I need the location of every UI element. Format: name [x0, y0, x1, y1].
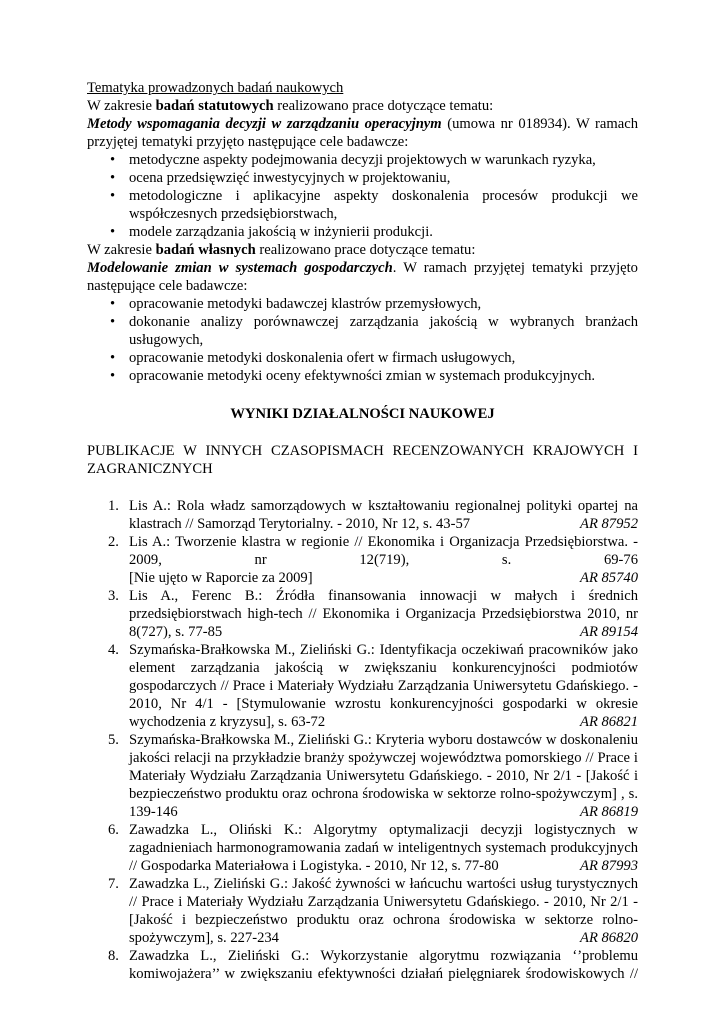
publication-ar-code: AR 85740: [580, 570, 638, 586]
publication-item: [87, 587, 638, 641]
own-title: Modelowanie zmian w systemach gospodarczych: [87, 260, 393, 276]
publication-text-end: 8(727), s. 77-85: [129, 624, 223, 640]
bullet-icon: •: [110, 152, 116, 168]
publications-heading: PUBLIKACJE W INNYCH CZASOPISMACH RECENZOWANYCH KRAJOWYCH I ZAGRANICZNYCH: [87, 443, 638, 477]
publication-ar-code: AR 86821: [580, 714, 638, 730]
list-item: • opracowanie metodyki oceny efektywności zmian w systemach produkcyjnych.: [110, 368, 596, 384]
publication-number: 8.: [108, 948, 119, 964]
list-item: • dokonanie analizy porównawczej zarządzania jakością w wybranych branżach usługowych,: [110, 314, 638, 348]
publication-text-end: [Nie ujęto w Raporcie za 2009]: [129, 570, 313, 586]
bullet-icon: •: [110, 170, 116, 186]
document-page: [87, 79, 638, 983]
publication-text-end: 139-146: [129, 804, 178, 820]
list-item: • opracowanie metodyki badawczej klastrów przemysłowych,: [110, 296, 482, 312]
statutory-intro-bold: badań statutowych: [155, 98, 274, 114]
publication-number: 6.: [108, 822, 119, 838]
own-after-title: . W ramach przyjętej tematyki przyjęto następujące cele badawcze:: [87, 260, 638, 294]
own-intro-pre: W zakresie: [87, 242, 156, 258]
publications-list: [87, 497, 638, 983]
statutory-topic: [87, 115, 638, 151]
statutory-after-title: (umowa nr 018934). W ramach przyjętej tematyki przyjęto następujące cele badawcze:: [87, 116, 638, 150]
list-item: • ocena przedsięwzięć inwestycyjnych w projektowaniu,: [110, 170, 451, 186]
own-intro-bold: badań własnych: [155, 242, 256, 258]
publication-text-end: wychodzenia z kryzysu], s. 63-72: [129, 714, 326, 730]
publication-number: 3.: [108, 588, 119, 604]
publication-number: 4.: [108, 642, 119, 658]
publication-text: Zawadzka L., Oliński K.: Algorytmy optymalizacji decyzji logistycznych w zagadnieniach harmonogramowania zadań w inteligentnych systemach produkcyjnych: [129, 822, 638, 856]
publication-ar-code: AR 87952: [580, 516, 638, 532]
publication-number: 1.: [108, 498, 119, 514]
statutory-title: Metody wspomagania decyzji w zarządzaniu operacyjnym: [87, 116, 442, 132]
publication-ar-code: AR 86819: [580, 804, 638, 820]
statutory-goals: [87, 151, 638, 241]
publication-text: Zawadzka L., Zieliński G.: Wykorzystanie algorytmu rozwiązania ‘’problemu komiwojażera’’ w zwiększaniu efektywności działań pielęgniarek środowiskowych //: [129, 948, 638, 982]
list-item: • opracowanie metodyki doskonalenia ofert w firmach usługowych,: [110, 350, 516, 366]
publication-text: Zawadzka L., Zieliński G.: Jakość żywności w łańcuchu wartości usług turystycznych // Prace i Materiały Wydziału Zarządzania Uniwersytetu Gdańskiego. - 2010, Nr 2/1 - [Jakość i bezpieczeństwo produktu oraz ochrona środowiska w sektorze rolno-: [129, 876, 638, 928]
publication-item: [87, 731, 638, 821]
publication-text-end: klastrach // Samorząd Terytorialny. - 2010, Nr 12, s. 43-57: [129, 516, 471, 532]
publication-item: [87, 497, 638, 533]
publication-item: [87, 821, 638, 875]
publication-ar-code: AR 87993: [580, 858, 638, 874]
publication-text: Lis A., Ferenc B.: Źródła finansowania innowacji w małych i średnich przedsiębiorstwach high-tech // Ekonomika i Organizacja Przedsiębiorstwa 2010, nr: [129, 588, 638, 622]
statutory-intro: [87, 97, 638, 115]
publication-text: Lis A.: Rola władz samorządowych w kształtowaniu regionalnej polityki opartej na: [129, 498, 638, 514]
list-item: • metodyczne aspekty podejmowania decyzji projektowych w warunkach ryzyka,: [110, 152, 596, 168]
bullet-icon: •: [110, 296, 116, 312]
bullet-icon: •: [110, 368, 116, 384]
own-goals: [87, 295, 638, 385]
publication-text-end: // Gospodarka Materiałowa i Logistyka. - 2010, Nr 12, s. 77-80: [129, 858, 499, 874]
bullet-icon: •: [110, 224, 116, 240]
topic-heading: Tematyka prowadzonych badań naukowych: [87, 80, 344, 96]
bullet-icon: •: [110, 350, 116, 366]
publication-item: [87, 875, 638, 947]
publication-text: Szymańska-Brałkowska M., Zieliński G.: Kryteria wyboru dostawców w doskonaleniu jakości relacji na przykładzie branży spożywczej województwa pomorskiego // Prace i Materiały Wydziału Zarządzania Uniwersytetu Gdańskiego. - 2010, Nr 2/1 - [Jakość i bezpieczeństwo produktu oraz ochrona środowiska w sektorze rolno-spożywczym] , s.: [129, 732, 638, 802]
bullet-icon: •: [110, 314, 116, 330]
publication-item: [87, 641, 638, 731]
own-intro: [87, 241, 638, 259]
bullet-icon: •: [110, 188, 116, 204]
results-heading: WYNIKI DZIAŁALNOŚCI NAUKOWEJ: [230, 406, 495, 422]
own-intro-post: realizowano prace dotyczące tematu:: [255, 242, 476, 258]
publication-item: [87, 533, 638, 587]
publication-ar-code: AR 89154: [580, 624, 638, 640]
own-topic: [87, 259, 638, 295]
publication-ar-code: AR 86820: [580, 930, 638, 946]
publication-item: [87, 947, 638, 983]
list-item: • metodologiczne i aplikacyjne aspekty doskonalenia procesów produkcji we współczesnych przedsiębiorstwach,: [110, 188, 638, 222]
publication-number: 7.: [108, 876, 119, 892]
list-item: • modele zarządzania jakością w inżynierii produkcji.: [110, 224, 433, 240]
publication-number: 5.: [108, 732, 119, 748]
publication-number: 2.: [108, 534, 119, 550]
statutory-intro-post: realizowano prace dotyczące tematu:: [273, 98, 494, 114]
publication-text: Lis A.: Tworzenie klastra w regionie // Ekonomika i Organizacja Przedsiębiorstwa. - 2009, nr 12(719), s. 69-76: [129, 534, 638, 568]
publication-text: Szymańska-Brałkowska M., Zieliński G.: Identyfikacja oczekiwań pracowników jako element zarządzania jakością w zwiększaniu konkurencyjności podmiotów gospodarczych // Prace i Materiały Wydziału Zarządzania Uniwersytetu Gdańskiego. - 2010, Nr 4/1 - [Stymulowanie wzrostu konkurencyjności gospodarki w okresie: [129, 642, 638, 712]
statutory-intro-pre: W zakresie: [87, 98, 156, 114]
publication-text-end: spożywczym], s. 227-234: [129, 930, 279, 946]
